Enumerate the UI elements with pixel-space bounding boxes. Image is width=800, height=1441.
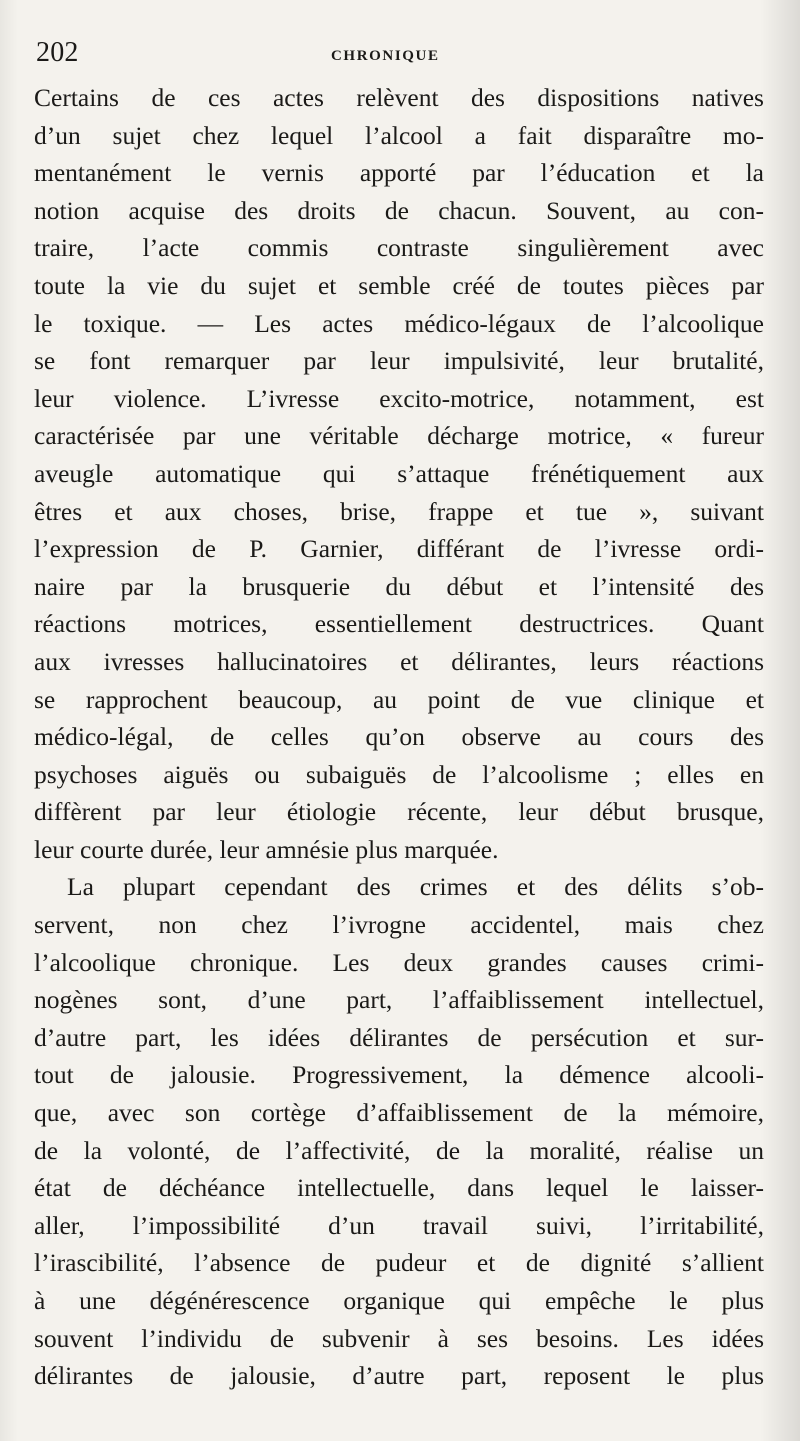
paragraph-first-line: La plupart cependant des crimes et des délits s’ob- (67, 872, 764, 902)
text-line: d’un sujet chez lequel l’alcool a fait disparaître mo- (34, 120, 764, 150)
text-line: traire, l’acte commis contraste singulièrement avec (34, 233, 764, 263)
text-line: l’expression de P. Garnier, différant de l’ivresse ordi- (34, 534, 764, 564)
text-line: tout de jalousie. Progressivement, la démence alcooli- (34, 1060, 764, 1090)
text-line: toute la vie du sujet et semble créé de toutes pièces par (34, 270, 764, 300)
text-line: psychoses aiguës ou subaiguës de l’alcoolisme ; elles en (34, 759, 764, 789)
text-line: le toxique. — Les actes médico-légaux de l’alcoolique (34, 308, 764, 338)
text-line: diffèrent par leur étiologie récente, leur début brusque, (34, 797, 764, 827)
paragraph-end-line: leur courte durée, leur amnésie plus marquée. (34, 834, 499, 864)
body-text (34, 79, 764, 1395)
text-line: aveugle automatique qui s’attaque frénétiquement aux (34, 458, 764, 488)
text-line: aux ivresses hallucinatoires et délirantes, leurs réactions (34, 646, 764, 676)
text-line: souvent l’individu de subvenir à ses besoins. Les idées (34, 1323, 764, 1353)
text-line: caractérisée par une véritable décharge motrice, « fureur (34, 421, 764, 451)
text-line: servent, non chez l’ivrogne accidentel, mais chez (34, 910, 764, 940)
text-line: à une dégénérescence organique qui empêche le plus (34, 1286, 764, 1315)
text-line: réactions motrices, essentiellement destructrices. Quant (34, 609, 764, 639)
text-line: leur violence. L’ivresse excito-motrice, notamment, est (34, 383, 764, 413)
text-line: se rapprochent beaucoup, au point de vue clinique et (34, 684, 764, 714)
text-line: aller, l’impossibilité d’un travail suivi, l’irritabilité, (34, 1210, 764, 1240)
text-line: nogènes sont, d’une part, l’affaiblissement intellectuel, (34, 985, 764, 1015)
text-line: médico-légal, de celles qu’on observe au cours des (34, 722, 764, 752)
text-line: d’autre part, les idées délirantes de persécution et sur- (34, 1022, 764, 1052)
text-line: état de déchéance intellectuelle, dans lequel le laisser- (34, 1173, 764, 1203)
text-line: naire par la brusquerie du début et l’intensité des (34, 571, 764, 601)
text-line: notion acquise des droits de chacun. Souvent, au con- (34, 195, 764, 225)
text-line: l’irascibilité, l’absence de pudeur et de dignité s’allient (34, 1248, 764, 1278)
text-line: de la volonté, de l’affectivité, de la moralité, réalise un (34, 1135, 764, 1165)
text-line: Certains de ces actes relèvent des dispositions natives (34, 83, 764, 112)
text-line: que, avec son cortège d’affaiblissement de la mémoire, (34, 1098, 764, 1128)
running-head (36, 36, 766, 76)
text-line: délirantes de jalousie, d’autre part, reposent le plus (34, 1361, 764, 1391)
page-number: 202 (36, 37, 79, 68)
text-line: êtres et aux choses, brise, frappe et tue », suivant (34, 496, 764, 526)
page-header-title: CHRONIQUE (331, 48, 440, 64)
text-line: l’alcoolique chronique. Les deux grandes causes crimi- (34, 947, 764, 977)
text-line: mentanément le vernis apporté par l’éducation et la (34, 158, 764, 188)
text-line: se font remarquer par leur impulsivité, leur brutalité, (34, 346, 764, 376)
